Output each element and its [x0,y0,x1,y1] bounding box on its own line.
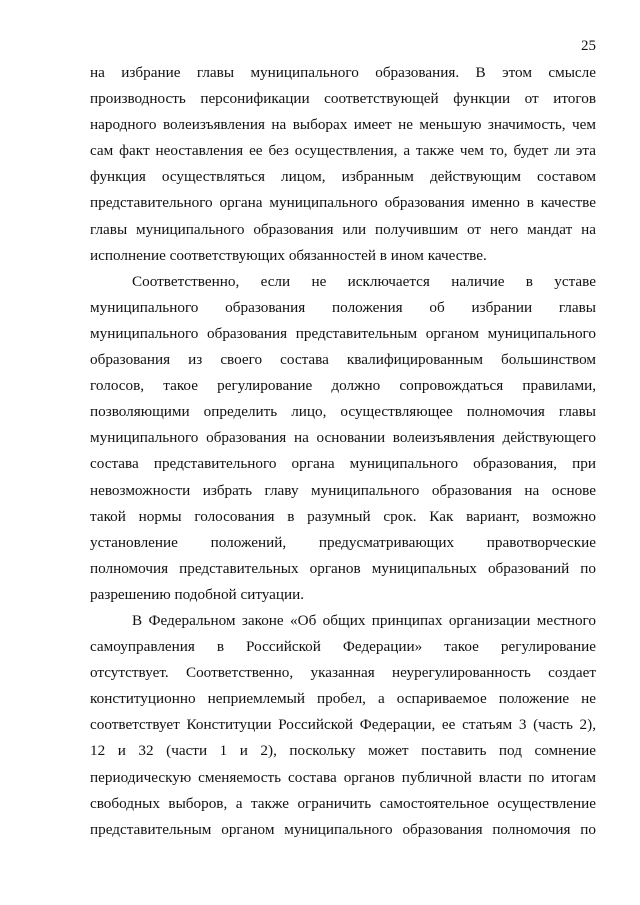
text-line: на избрание главы муниципального образования. В этом смысле [90,64,596,81]
text-line: сам факт неоставления ее без осуществления, а также чем то, будет ли эта [90,142,596,160]
text-line: представительным органом муниципального образования полномочия по [90,820,596,838]
paragraph [90,269,596,608]
text-line: невозможности избрать главу муниципального образования на основе [90,481,596,499]
text-line: муниципального образования представительным органом муниципального [90,324,596,342]
text-line: главы муниципального образования или получившим от него мандат на [90,220,596,238]
text-line: В Федеральном законе «Об общих принципах организации местного [132,611,596,629]
text-line: соответствует Конституции Российской Федерации, ее статьям 3 (часть 2), [90,716,596,734]
text-line: разрешению подобной ситуации. [90,585,305,603]
text-line: самоуправления в Российской Федерации» такое регулирование [90,638,596,656]
text-line: состава представительного органа муниципального образования, при [90,455,596,473]
page-number: 25 [581,38,596,54]
paragraph [90,608,596,843]
document-body [90,60,596,843]
text-line: народного волеизъявления на выборах имеет не меньшую значимость, чем [90,116,596,134]
text-line: голосов, такое регулирование должно сопровождаться правилами, [90,377,596,395]
text-line: позволяющими определить лицо, осуществляющее полномочия главы [90,403,596,421]
text-line: муниципального образования положения об избрании главы [90,298,596,316]
text-line: отсутствует. Соответственно, указанная неурегулированность создает [90,664,596,682]
text-line: муниципального образования на основании волеизъявления действующего [90,429,596,447]
paragraph [90,60,596,269]
text-line: функция осуществляться лицом, избранным действующим составом [90,168,596,186]
text-line: конституционно неприемлемый пробел, а оспариваемое положение не [90,690,596,708]
text-line: Соответственно, если не исключается наличие в уставе [132,272,596,290]
text-line: представительного органа муниципального образования именно в качестве [90,194,596,212]
text-line: полномочия представительных органов муниципальных образований по [90,559,596,577]
text-line: установление положений, предусматривающих правотворческие [90,533,596,551]
text-line: производность персонификации соответствующей функции от итогов [90,90,596,108]
text-line: 12 и 32 (части 1 и 2), поскольку может поставить под сомнение [90,742,596,760]
text-line: свободных выборов, а также ограничить самостоятельное осуществление [90,794,596,812]
text-line: исполнение соответствующих обязанностей в ином качестве. [90,246,487,264]
text-line: такой нормы голосования в разумный срок. Как вариант, возможно [90,507,596,525]
text-line: образования из своего состава квалифицированным большинством [90,351,596,369]
text-line: периодическую сменяемость состава органов публичной власти по итогам [90,768,596,786]
